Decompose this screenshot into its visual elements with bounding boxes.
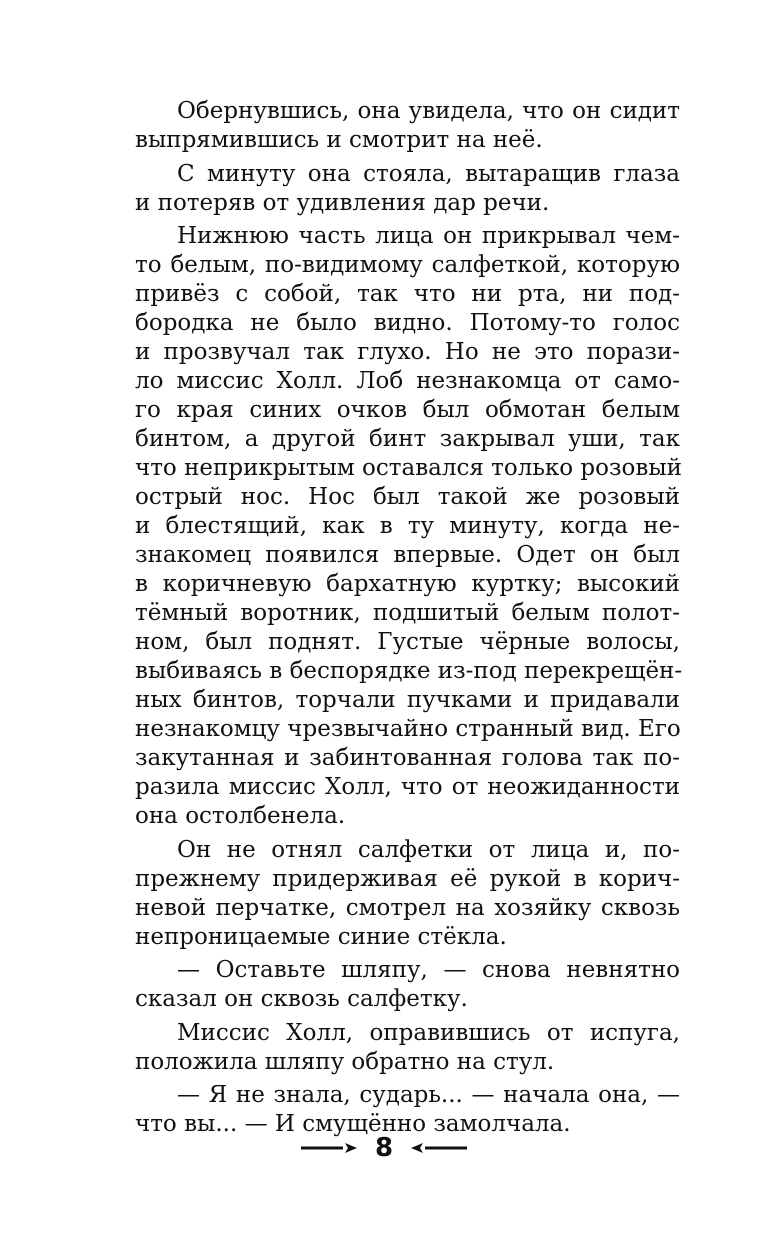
text-line: ном, был поднят. Густые чёрные волосы, bbox=[135, 629, 680, 655]
text-line: знакомец появился впервые. Одет он был bbox=[135, 542, 680, 568]
paragraph bbox=[135, 836, 680, 952]
text-line: тёмный воротник, подшитый белым полот- bbox=[135, 600, 680, 626]
right-ornament-icon bbox=[407, 1141, 467, 1155]
text-line: закутанная и забинтованная голова так по- bbox=[135, 745, 680, 771]
text-line: прежнему придерживая её рукой в корич- bbox=[135, 865, 680, 892]
paragraph bbox=[135, 222, 683, 831]
text-line: что неприкрытым оставался только розовый bbox=[135, 455, 682, 481]
paragraph bbox=[135, 956, 680, 1014]
text-line: что вы... — И смущённо замолчала. bbox=[135, 1111, 571, 1137]
text-line: бинтом, а другой бинт закрывал уши, так bbox=[135, 426, 680, 452]
body-text bbox=[135, 97, 683, 1144]
text-line: острый нос. Нос был такой же розовый bbox=[135, 484, 680, 510]
text-line: Миссис Холл, оправившись от испуга, bbox=[177, 1019, 680, 1046]
page-number-footer bbox=[0, 1128, 768, 1168]
page-number: 8 bbox=[374, 1133, 394, 1163]
text-line: то белым, по-видимому салфеткой, которую bbox=[135, 252, 680, 278]
text-line: С минуту она стояла, вытаращив глаза bbox=[177, 160, 680, 187]
text-line: непроницаемые синие стёкла. bbox=[135, 923, 507, 950]
text-line: — Я не знала, сударь... — начала она, — bbox=[177, 1082, 680, 1108]
text-line: ло миссис Холл. Лоб незнакомца от само- bbox=[135, 368, 680, 394]
paragraph bbox=[135, 1019, 680, 1077]
text-line: выбиваясь в беспорядке из-под перекрещён- bbox=[135, 658, 683, 684]
text-line: го края синих очков был обмотан белым bbox=[135, 397, 680, 423]
text-line: Он не отнял салфетки от лица и, по- bbox=[177, 836, 680, 863]
text-line: невой перчатке, смотрел на хозяйку сквозь bbox=[135, 894, 680, 921]
text-line: выпрямившись и смотрит на неё. bbox=[135, 127, 543, 153]
text-line: Обернувшись, она увидела, что он сидит bbox=[177, 98, 680, 124]
text-line: незнакомцу чрезвычайно странный вид. Его bbox=[135, 716, 681, 742]
text-line: она остолбенела. bbox=[135, 803, 346, 829]
paragraph bbox=[135, 160, 680, 218]
paragraph bbox=[135, 97, 680, 155]
left-ornament-icon bbox=[301, 1141, 361, 1155]
text-line: в коричневую бархатную куртку; высокий bbox=[135, 571, 680, 597]
text-line: и прозвучал так глухо. Но не это порази- bbox=[135, 339, 680, 365]
text-line: разила миссис Холл, что от неожиданности bbox=[135, 774, 680, 800]
text-line: и потеряв от удивления дар речи. bbox=[135, 189, 550, 216]
text-line: положила шляпу обратно на стул. bbox=[135, 1048, 555, 1075]
text-line: сказал он сквозь салфетку. bbox=[135, 986, 468, 1012]
text-line: привёз с собой, так что ни рта, ни под- bbox=[135, 281, 680, 307]
text-line: ных бинтов, торчали пучками и придавали bbox=[135, 687, 680, 713]
text-line: — Оставьте шляпу, — снова невнятно bbox=[177, 957, 680, 983]
text-line: и блестящий, как в ту минуту, когда не- bbox=[135, 513, 680, 539]
text-line: бородка не было видно. Потому-то голос bbox=[135, 310, 680, 336]
text-line: Нижнюю часть лица он прикрывал чем- bbox=[177, 223, 680, 249]
